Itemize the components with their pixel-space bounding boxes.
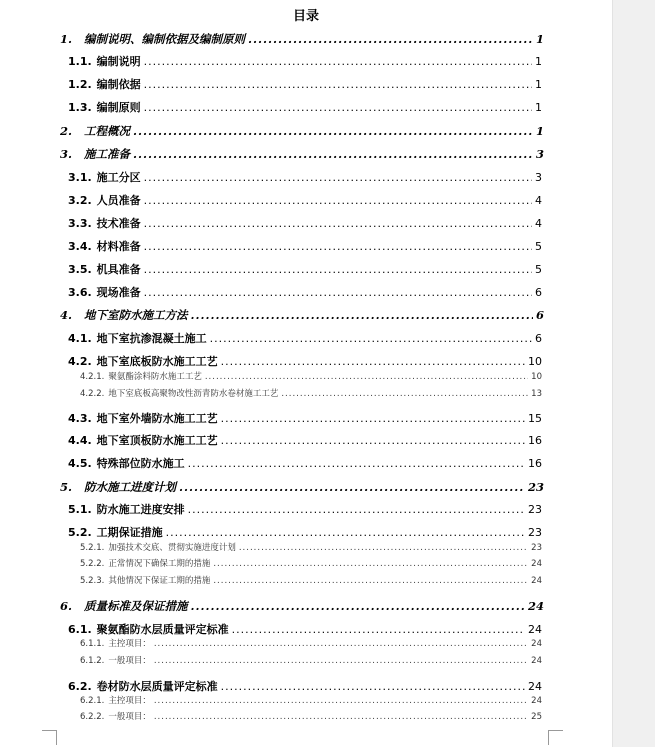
toc-entry-page: 24: [531, 559, 542, 569]
toc-entry[interactable]: [68, 238, 542, 254]
toc-entry-page: 3: [535, 171, 542, 184]
toc-entry-title: 防水施工进度安排: [96, 503, 185, 516]
toc-entry[interactable]: [80, 694, 542, 706]
toc-entry-title: 地下室底板高聚物改性沥青防水卷材施工工艺: [108, 389, 279, 399]
toc-leader-dots: [179, 480, 525, 494]
toc-leader-dots: [154, 696, 528, 706]
toc-entry-number: 5.: [60, 480, 73, 494]
toc-entry-title: 一般项目：: [108, 656, 151, 666]
toc-entry-number: 5.2.2.: [80, 559, 105, 569]
toc-entry-page: 24: [531, 656, 542, 666]
toc-entry-title: 聚氨酯涂料防水施工工艺: [108, 372, 202, 382]
toc-leader-dots: [144, 101, 532, 114]
toc-leader-dots: [154, 639, 528, 649]
toc-entry[interactable]: [60, 31, 544, 47]
toc-entry-number: 3.3.: [68, 217, 92, 230]
toc-entry-number: 4.5.: [68, 457, 92, 470]
toc-entry-title: 聚氨酯防水层质量评定标准: [96, 623, 229, 636]
toc-entry-page: 24: [528, 680, 542, 693]
toc-entry-number: 5.2.: [68, 526, 92, 539]
toc-entry-page: 5: [535, 263, 542, 276]
toc-leader-dots: [232, 623, 525, 636]
toc-title: 目录: [292, 9, 319, 24]
toc-entry-page: 1: [535, 101, 542, 114]
toc-entry-page: 16: [528, 434, 542, 447]
toc-entry-number: 1.2.: [68, 78, 92, 91]
toc-entry-number: 4.2.2.: [80, 389, 105, 399]
toc-entry-number: 6.1.2.: [80, 656, 105, 666]
toc-entry[interactable]: [68, 215, 542, 231]
toc-entry-title: 主控项目：: [108, 696, 151, 706]
toc-entry-number: 3.2.: [68, 194, 92, 207]
toc-entry-page: 6: [535, 332, 542, 345]
toc-entry-number: 3.1.: [68, 171, 92, 184]
toc-entry-title: 其他情况下保证工期的措施: [108, 576, 211, 586]
toc-entry-number: 4.3.: [68, 412, 92, 425]
crop-mark-bottom-left: [42, 730, 57, 745]
toc-entry-title: 地下室抗渗混凝土施工: [96, 332, 207, 345]
toc-entry-title: 编制说明: [96, 55, 141, 68]
toc-entry-page: 23: [527, 480, 544, 494]
toc-leader-dots: [205, 372, 528, 382]
toc-entry[interactable]: [80, 574, 542, 586]
toc-entry-number: 6.: [60, 599, 73, 613]
toc-leader-dots: [221, 412, 525, 425]
toc-entry-number: 1.: [60, 32, 73, 46]
toc-entry-title: 质量标准及保证措施: [84, 599, 188, 613]
toc-entry-title: 机具准备: [96, 263, 141, 276]
toc-leader-dots: [248, 32, 533, 46]
toc-leader-dots: [144, 286, 532, 299]
toc-entry-page: 24: [527, 599, 544, 613]
toc-leader-dots: [221, 434, 525, 447]
toc-entry-page: 24: [531, 696, 542, 706]
toc-entry-page: 6: [535, 286, 542, 299]
toc-entry-title: 施工分区: [96, 171, 141, 184]
toc-entry[interactable]: [60, 146, 544, 162]
toc-entry-page: 16: [528, 457, 542, 470]
page-gutter: [612, 0, 655, 747]
toc-entry-title: 地下室顶板防水施工工艺: [96, 434, 218, 447]
toc-leader-dots: [191, 308, 533, 322]
toc-entry-title: 人员准备: [96, 194, 141, 207]
toc-entry-page: 6: [535, 308, 544, 322]
toc-entry-number: 6.2.1.: [80, 696, 105, 706]
toc-entry[interactable]: [80, 387, 542, 399]
toc-leader-dots: [213, 576, 528, 586]
toc-entry-number: 5.2.1.: [80, 543, 105, 553]
toc-leader-dots: [213, 559, 528, 569]
toc-entry-number: 3.: [60, 147, 73, 161]
toc-leader-dots: [191, 599, 525, 613]
toc-entry[interactable]: [60, 479, 544, 495]
toc-entry-page: 10: [531, 372, 542, 382]
toc-entry-title: 技术准备: [96, 217, 141, 230]
toc-leader-dots: [221, 680, 525, 693]
toc-leader-dots: [154, 656, 528, 666]
toc-entry-page: 13: [531, 389, 542, 399]
toc-leader-dots: [188, 503, 525, 516]
toc-entry[interactable]: [68, 455, 542, 471]
toc-entry-page: 5: [535, 240, 542, 253]
toc-entry-number: 6.2.2.: [80, 712, 105, 722]
toc-entry-page: 3: [535, 147, 544, 161]
toc-entry-page: 23: [528, 503, 542, 516]
toc-entry-number: 4.2.1.: [80, 372, 105, 382]
toc-leader-dots: [144, 240, 532, 253]
toc-entry[interactable]: [68, 284, 542, 300]
toc-entry-page: 1: [535, 78, 542, 91]
toc-entry[interactable]: [68, 501, 542, 517]
crop-mark-bottom-right: [548, 730, 563, 745]
toc-entry[interactable]: [60, 123, 544, 139]
toc-leader-dots: [144, 194, 532, 207]
toc-leader-dots: [188, 457, 525, 470]
toc-entry[interactable]: [68, 261, 542, 277]
toc-entry-number: 6.1.: [68, 623, 92, 636]
toc-entry-title: 地下室外墙防水施工工艺: [96, 412, 218, 425]
toc-entry-page: 24: [531, 576, 542, 586]
toc-leader-dots: [144, 263, 532, 276]
toc-leader-dots: [154, 712, 528, 722]
toc-entry-page: 1: [535, 124, 544, 138]
toc-entry-title: 特殊部位防水施工: [96, 457, 185, 470]
toc-entry-number: 1.1.: [68, 55, 92, 68]
toc-entry[interactable]: [60, 598, 544, 614]
toc-entry-page: 23: [531, 543, 542, 553]
toc-entry-number: 5.1.: [68, 503, 92, 516]
toc-entry-number: 3.4.: [68, 240, 92, 253]
toc-leader-dots: [210, 332, 532, 345]
toc-entry-title: 编制原则: [96, 101, 141, 114]
toc-entry[interactable]: [80, 370, 542, 382]
toc-entry-number: 5.2.3.: [80, 576, 105, 586]
toc-entry-title: 编制说明、编制依据及编制原则: [84, 32, 246, 46]
toc-entry[interactable]: [68, 169, 542, 185]
toc-entry-title: 编制依据: [96, 78, 141, 91]
toc-leader-dots: [144, 78, 532, 91]
toc-leader-dots: [144, 171, 532, 184]
toc-entry-title: 加强技术交底、贯彻实施进度计划: [108, 543, 236, 553]
toc-entry-number: 4.2.: [68, 355, 92, 368]
toc-entry-title: 主控项目：: [108, 639, 151, 649]
toc-entry-page: 1: [535, 55, 542, 68]
toc-entry-title: 材料准备: [96, 240, 141, 253]
toc-leader-dots: [133, 124, 533, 138]
toc-entry-title: 工期保证措施: [96, 526, 163, 539]
toc-entry[interactable]: [68, 99, 542, 115]
toc-entry-page: 4: [535, 194, 542, 207]
toc-entry[interactable]: [68, 53, 542, 69]
toc-entry-page: 24: [528, 623, 542, 636]
toc-entry[interactable]: [68, 524, 542, 540]
toc-entry-page: 23: [528, 526, 542, 539]
toc-leader-dots: [221, 355, 525, 368]
toc-entry[interactable]: [80, 637, 542, 649]
toc-entry[interactable]: [80, 541, 542, 553]
toc-entry[interactable]: [68, 330, 542, 346]
toc-entry[interactable]: [68, 192, 542, 208]
toc-entry[interactable]: [68, 678, 542, 694]
toc-entry-number: 3.5.: [68, 263, 92, 276]
toc-entry-title: 正常情况下确保工期的措施: [108, 559, 211, 569]
toc-entry-number: 4.1.: [68, 332, 92, 345]
toc-entry-title: 一般项目：: [108, 712, 151, 722]
toc-entry-number: 2.: [60, 124, 73, 138]
toc-entry-title: 工程概况: [84, 124, 131, 138]
toc-entry[interactable]: [80, 557, 542, 569]
toc-entry[interactable]: [60, 307, 544, 323]
toc-entry-page: 24: [531, 639, 542, 649]
toc-entry-title: 地下室底板防水施工工艺: [96, 355, 218, 368]
toc-leader-dots: [239, 543, 528, 553]
toc-entry-page: 15: [528, 412, 542, 425]
toc-entry-number: 6.1.1.: [80, 639, 105, 649]
toc-entry-number: 1.3.: [68, 101, 92, 114]
toc-leader-dots: [166, 526, 525, 539]
toc-entry-page: 4: [535, 217, 542, 230]
toc-entry-page: 1: [535, 32, 544, 46]
toc-entry[interactable]: [68, 76, 542, 92]
toc-leader-dots: [144, 217, 532, 230]
toc-entry-number: 3.6.: [68, 286, 92, 299]
toc-entry-title: 卷材防水层质量评定标准: [96, 680, 218, 693]
toc-entry[interactable]: [68, 432, 542, 448]
toc-leader-dots: [144, 55, 532, 68]
toc-entry[interactable]: [80, 710, 542, 722]
toc-entry-number: 6.2.: [68, 680, 92, 693]
toc-entry-title: 现场准备: [96, 286, 141, 299]
toc-entry-title: 施工准备: [84, 147, 131, 161]
toc-entry-page: 25: [531, 712, 542, 722]
toc-entry-number: 4.: [60, 308, 73, 322]
toc-entry[interactable]: [68, 621, 542, 637]
toc-entry-number: 4.4.: [68, 434, 92, 447]
toc-entry-title: 防水施工进度计划: [84, 480, 177, 494]
toc-entry[interactable]: [80, 654, 542, 666]
toc-entry[interactable]: [68, 353, 542, 369]
toc-leader-dots: [133, 147, 533, 161]
toc-leader-dots: [281, 389, 528, 399]
toc-entry[interactable]: [68, 410, 542, 426]
toc-entry-title: 地下室防水施工方法: [84, 308, 188, 322]
toc-entry-page: 10: [528, 355, 542, 368]
